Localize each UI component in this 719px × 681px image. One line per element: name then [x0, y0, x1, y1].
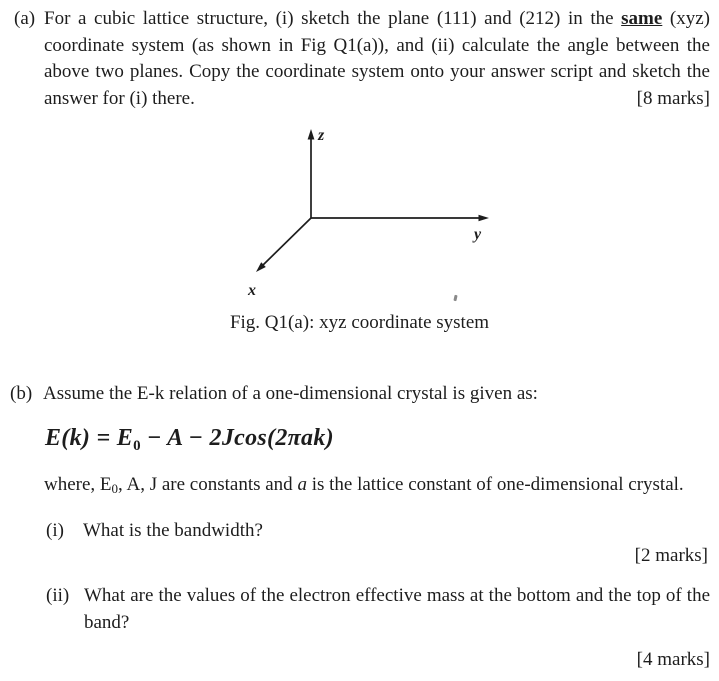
part-a-line-1 — [44, 6, 710, 33]
where-subscript-0: 0 — [111, 481, 119, 496]
question-ii-marks: [4 marks] — [636, 649, 710, 670]
equation-main-2: − A − 2Jcos(2πak) — [140, 425, 334, 451]
where-pre: where, E — [44, 474, 112, 495]
part-a-marks: [8 marks] — [636, 87, 710, 109]
question-i-text: What is the bandwidth? — [83, 520, 263, 541]
part-a-line-1-post: (xyz) — [662, 8, 710, 29]
x-axis-line — [262, 218, 311, 266]
part-a-paragraph — [44, 6, 710, 112]
where-clause — [44, 472, 684, 500]
part-b-intro: Assume the E-k relation of a one-dimensional crystal is given as: — [43, 383, 538, 404]
equation-main-1: E(k) = E — [45, 425, 134, 451]
coordinate-figure — [228, 122, 508, 308]
where-mid: , A, J are constants and — [118, 474, 298, 495]
part-a-line-2: coordinate system (as shown in Fig Q1(a)), and (ii) calculate the angle between the — [44, 34, 710, 56]
question-ii-text — [84, 583, 710, 636]
part-a-line-3: above two planes. Copy the coordinate system onto your answer script and sketch the — [44, 61, 710, 82]
question-ii-line-1: What are the values of the electron effective mass at the bottom and the top of the — [84, 585, 710, 606]
y-axis-label: y — [474, 226, 482, 243]
part-a-line-4-text: answer for (i) there. — [44, 87, 195, 109]
question-i-label: (i) — [46, 520, 64, 541]
part-b-label: (b) — [10, 383, 33, 404]
z-axis-arrowhead — [308, 129, 315, 140]
part-a-line-4 — [44, 86, 710, 113]
figure-caption: Fig. Q1(a): xyz coordinate system — [229, 312, 490, 333]
part-a-label: (a) — [14, 8, 36, 29]
ek-equation — [45, 423, 334, 456]
part-a-line-1-pre: For a cubic lattice structure, (i) sketch the plane (111) and (212) in the — [44, 8, 622, 29]
equation-subscript-0: 0 — [133, 438, 141, 454]
question-ii-label: (ii) — [46, 585, 70, 606]
where-post: is the lattice constant of one-dimensional crystal. — [306, 474, 684, 495]
x-axis-label: x — [248, 282, 256, 299]
z-axis-label: z — [318, 127, 325, 144]
question-i-marks: [2 marks] — [634, 545, 708, 566]
question-ii-line-2: band? — [84, 611, 130, 633]
lattice-constant-var: a — [297, 474, 307, 495]
emphasized-word-same: same — [621, 8, 663, 29]
y-axis-arrowhead — [479, 215, 490, 222]
